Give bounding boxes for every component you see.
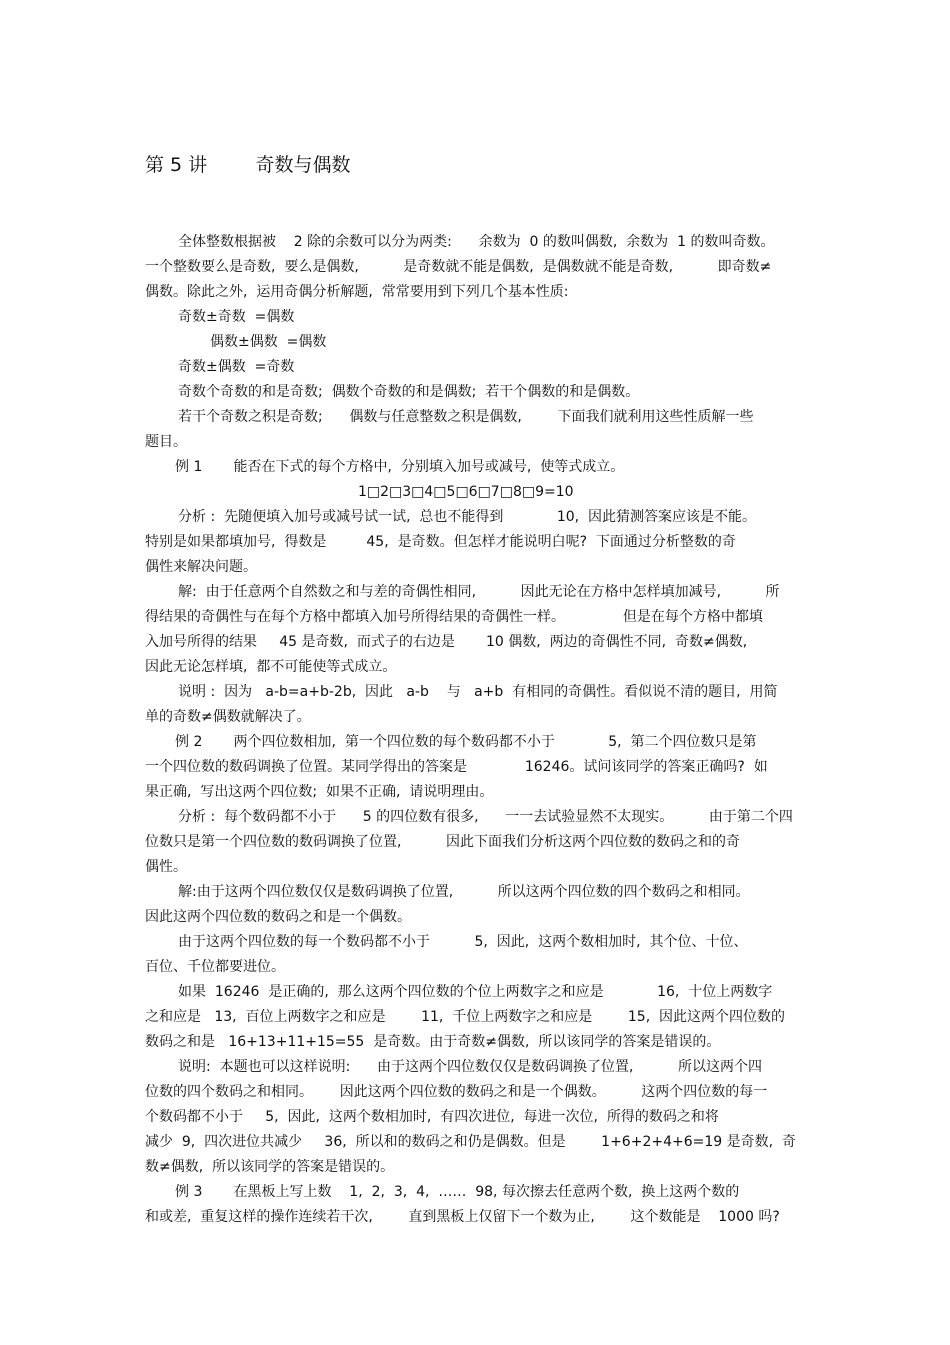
text-line: 例 1 能否在下式的每个方格中, 分别填入加号或减号, 使等式成立。 [175, 459, 625, 475]
text-line: 和或差, 重复这样的操作连续若干次, 直到黑板上仅留下一个数为止, 这个数能是 1000 吗? [145, 1209, 780, 1225]
text-line: 奇数个奇数的和是奇数; 偶数个奇数的和是偶数; 若干个偶数的和是偶数。 [178, 384, 640, 400]
text-line: 之和应是 13, 百位上两数字之和应是 11, 千位上两数字之和应是 15, 因此这两个四位数的 [145, 1009, 786, 1025]
text-line: 入加号所得的结果 45 是奇数, 而式子的右边是 10 偶数, 两边的奇偶性不同, 奇数≠偶数, [145, 634, 748, 650]
text-line: 说明 : 因为 a-b=a+b-2b, 因此 a-b 与 a+b 有相同的奇偶性。看似说不清的题目, 用简 [178, 684, 778, 700]
text-line: 数≠偶数, 所以该同学的答案是错误的。 [145, 1159, 395, 1175]
text-line: 全体整数根据被 2 除的余数可以分为两类: 余数为 0 的数叫偶数, 余数为 1 的数叫奇数。 [178, 234, 775, 250]
text-line: 若干个奇数之积是奇数; 偶数与任意整数之积是偶数, 下面我们就利用这些性质解一些 [178, 409, 754, 425]
page-title: 第 5 讲 奇数与偶数 [145, 154, 351, 176]
text-line: 因此这两个四位数的数码之和是一个偶数。 [145, 909, 411, 925]
text-line: 偶数。除此之外, 运用奇偶分析解题, 常常要用到下列几个基本性质: [145, 284, 569, 300]
text-line: 位数只是第一个四位数的数码调换了位置, 因此下面我们分析这两个四位数的数码之和的奇 [145, 834, 740, 850]
text-line: 题目。 [145, 434, 187, 450]
text-line: 特别是如果都填加号, 得数是 45, 是奇数。但怎样才能说明白呢? 下面通过分析整数的奇 [145, 534, 736, 550]
text-line: 说明: 本题也可以这样说明: 由于这两个四位数仅仅是数码调换了位置, 所以这两个四 [178, 1059, 762, 1075]
text-line: 得结果的奇偶性与在每个方格中都填入加号所得结果的奇偶性一样。 但是在每个方格中都填 [145, 609, 763, 625]
text-line: 由于这两个四位数的每一个数码都不小于 5, 因此, 这两个数相加时, 其个位、十位、 [178, 934, 748, 950]
text-line: 一个四位数的数码调换了位置。某同学得出的答案是 16246。试问该同学的答案正确吗? 如 [145, 759, 768, 775]
text-line: 奇数±奇数 =偶数 [178, 309, 295, 325]
text-line: 例 3 在黑板上写上数 1, 2, 3, 4, …… 98, 每次擦去任意两个数, 换上这两个数的 [175, 1184, 740, 1200]
text-line: 解:由于这两个四位数仅仅是数码调换了位置, 所以这两个四位数的四个数码之和相同。 [178, 884, 750, 900]
text-line: 分析 : 每个数码都不小于 5 的四位数有很多, 一一去试验显然不太现实。 由于第二个四 [178, 809, 793, 825]
text-line: 偶性来解决问题。 [145, 559, 257, 575]
text-line: 数码之和是 16+13+11+15=55 是奇数。由于奇数≠偶数, 所以该同学的答案是错误的。 [145, 1034, 721, 1050]
text-line: 减少 9, 四次进位共减少 36, 所以和的数码之和仍是偶数。但是 1+6+2+4+6=19 是奇数, 奇 [145, 1134, 796, 1150]
text-line: 偶数±偶数 =偶数 [210, 334, 327, 350]
text-line: 偶性。 [145, 859, 187, 875]
text-line: 百位、千位都要进位。 [145, 959, 285, 975]
text-line: 解: 由于任意两个自然数之和与差的奇偶性相同, 因此无论在方格中怎样填加减号, 所 [178, 584, 780, 600]
text-line: 因此无论怎样填, 都不可能使等式成立。 [145, 659, 397, 675]
text-line: 奇数±偶数 =奇数 [178, 359, 295, 375]
text-line: 果正确, 写出这两个四位数; 如果不正确, 请说明理由。 [145, 784, 494, 800]
text-line: 分析 : 先随便填入加号或减号试一试, 总也不能得到 10, 因此猜测答案应该是不能。 [178, 509, 756, 525]
text-line: 如果 16246 是正确的, 那么这两个四位数的个位上两数字之和应是 16, 十位上两数字 [178, 984, 773, 1000]
text-line: 个数码都不小于 5, 因此, 这两个数相加时, 有四次进位, 每进一次位, 所得的数码之和将 [145, 1109, 719, 1125]
text-line: 例 2 两个四位数相加, 第一个四位数的每个数码都不小于 5, 第二个四位数只是第 [175, 734, 757, 750]
text-line: 单的奇数≠偶数就解决了。 [145, 709, 311, 725]
text-line: 一个整数要么是奇数, 要么是偶数, 是奇数就不能是偶数, 是偶数就不能是奇数, 即奇数≠ [145, 259, 772, 275]
text-line: 1□2□3□4□5□6□7□8□9=10 [358, 484, 574, 500]
text-line: 位数的四个数码之和相同。 因此这两个四位数的数码之和是一个偶数。 这两个四位数的每一 [145, 1084, 768, 1100]
